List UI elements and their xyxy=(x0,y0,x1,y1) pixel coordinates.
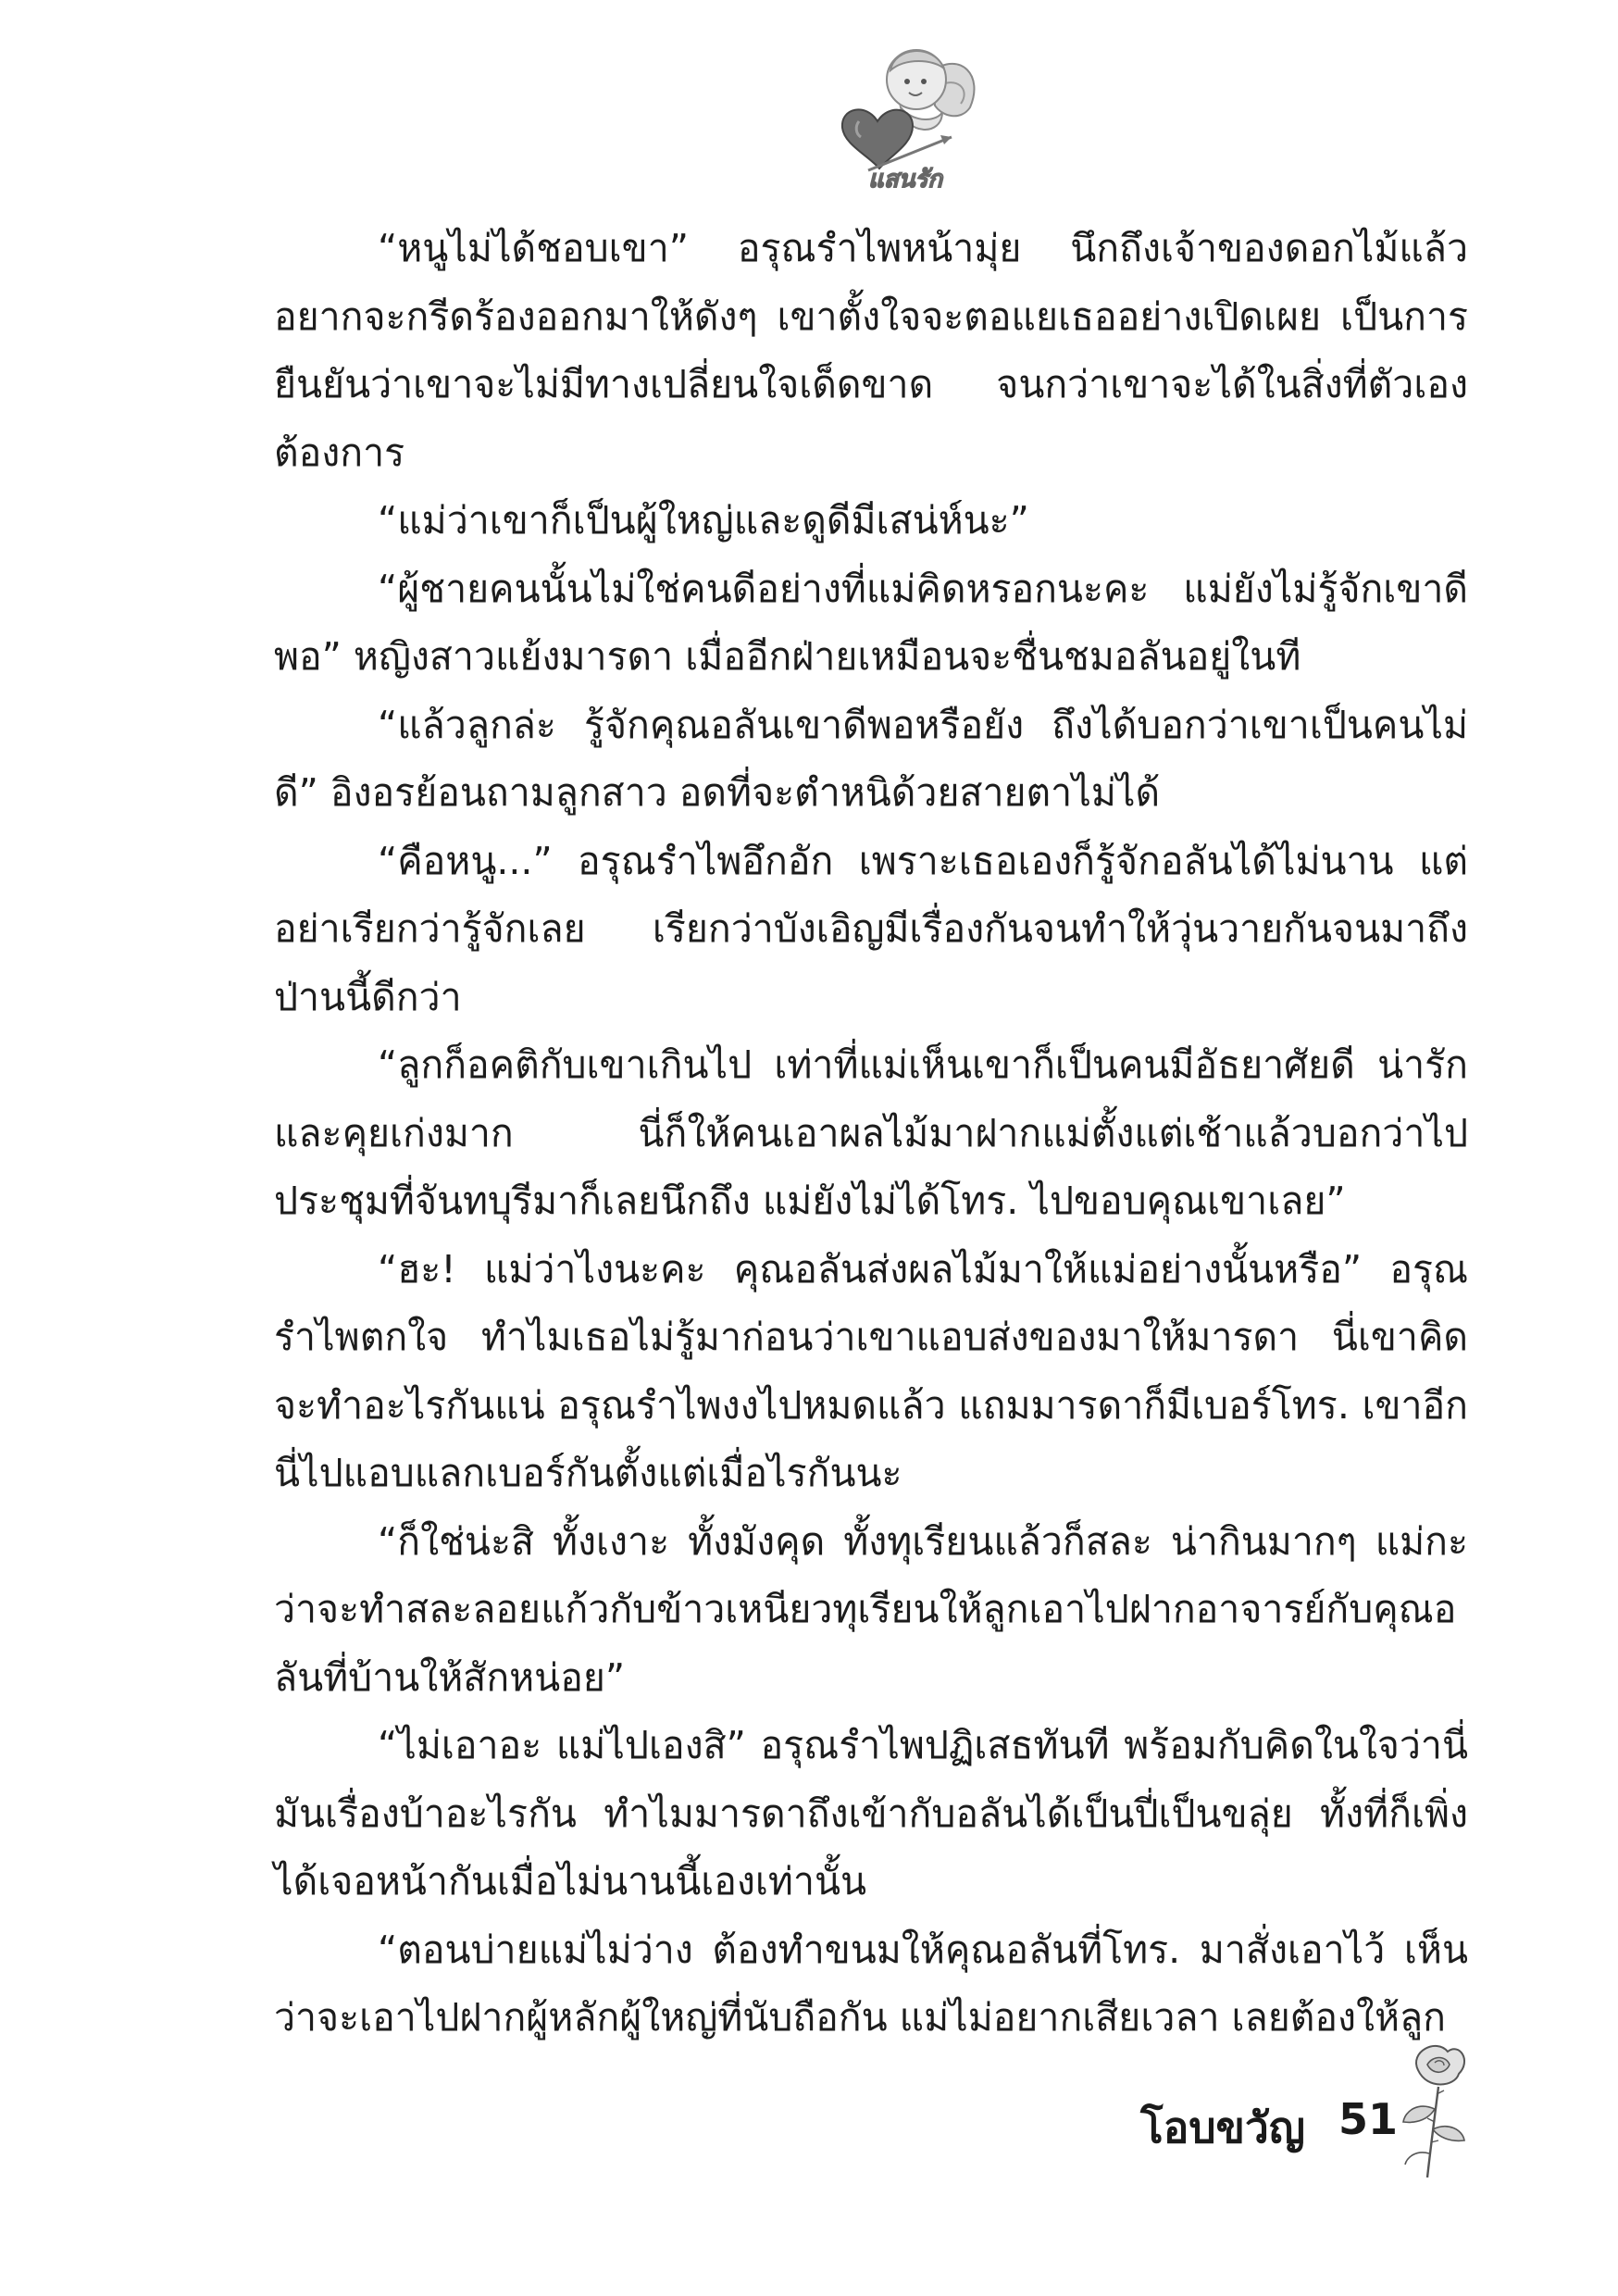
paragraph: “คือหนู...” อรุณรำไพอึกอัก เพราะเธอเองก็รู้จักอลันได้ไม่นาน แต่อย่าเรียกว่ารู้จักเลย เรียกว่าบังเอิญมีเรื่องกันจนทำให้วุ่นวายกันจนมาถึงป่านนี้ดีกว่า xyxy=(274,838,1468,1019)
book-title: โอบขวัญ xyxy=(1140,2103,1306,2152)
page-number: 51 xyxy=(1338,2094,1399,2144)
paragraph: “แม่ว่าเขาก็เป็นผู้ใหญ่และดูดีมีเสน่ห์นะ” xyxy=(378,498,1029,543)
rose-icon xyxy=(1390,2033,1474,2181)
paragraph: “ผู้ชายคนนั้นไม่ใช่คนดีอย่างที่แม่คิดหรอกนะคะ แม่ยังไม่รู้จักเขาดีพอ” หญิงสาวแย้งมารดา เมื่ออีกฝ่ายเหมือนจะชื่นชมอลันอยู่ในที xyxy=(274,566,1468,679)
paragraph: “ก็ใช่น่ะสิ ทั้งเงาะ ทั้งมังคุด ทั้งทุเรียนแล้วก็สละ น่ากินมากๆ แม่กะว่าจะทำสละลอยแก้วกับข้าวเหนียวทุเรียนให้ลูกเอาไปฝากอาจารย์กับคุณอลันที่บ้านให้สักหน่อย” xyxy=(274,1518,1468,1700)
paragraph: “แล้วลูกล่ะ รู้จักคุณอลันเขาดีพอหรือยัง ถึงได้บอกว่าเขาเป็นคนไม่ดี” อิงอรย้อนถามลูกสาว อดที่จะตำหนิด้วยสายตาไม่ได้ xyxy=(274,702,1468,815)
paragraph: “ลูกก็อคติกับเขาเกินไป เท่าที่แม่เห็นเขาก็เป็นคนมีอัธยาศัยดี น่ารักและคุยเก่งมาก นี่ก็ให้คนเอาผลไม้มาฝากแม่ตั้งแต่เช้าแล้วบอกว่าไปประชุมที่จันทบุรีมาก็เลยนึกถึง แม่ยังไม่ได้โทร. ไปขอบคุณเขาเลย” xyxy=(274,1042,1468,1223)
paragraph: “ตอนบ่ายแม่ไม่ว่าง ต้องทำขนมให้คุณอลันที่โทร. มาสั่งเอาไว้ เห็นว่าจะเอาไปฝากผู้หลักผู้ใหญ่ที่นับถือกัน แม่ไม่อยากเสียเวลา เลยต้องให้ลูก xyxy=(274,1927,1468,2040)
paragraph: “ไม่เอาอะ แม่ไปเองสิ” อรุณรำไพปฏิเสธทันที พร้อมกับคิดในใจว่านี่มันเรื่องบ้าอะไรกัน ทำไมมารดาถึงเข้ากับอลันได้เป็นปี่เป็นขลุ่ย ทั้งที่ก็เพิ่งได้เจอหน้ากันเมื่อไม่นานนี้เองเท่านั้น xyxy=(274,1723,1468,1903)
paragraph: “หนูไม่ได้ชอบเขา” อรุณรำไพหน้ามุ่ย นึกถึงเจ้าของดอกไม้แล้วอยากจะกรีดร้องออกมาให้ดังๆ เขาตั้งใจจะตอแยเธออย่างเปิดเผย เป็นการยืนยันว่าเขาจะไม่มีทางเปลี่ยนใจเด็ดขาด จนกว่าเขาจะได้ในสิ่งที่ตัวเองต้องการ xyxy=(274,226,1468,475)
cupid-heart-icon xyxy=(842,50,975,170)
body-text xyxy=(274,215,1468,2053)
paragraph: “ฮะ! แม่ว่าไงนะคะ คุณอลันส่งผลไม้มาให้แม่อย่างนั้นหรือ” อรุณรำไพตกใจ ทำไมเธอไม่รู้มาก่อนว่าเขาแอบส่งของมาให้มารดา นี่เขาคิดจะทำอะไรกันแน่ อรุณรำไพงงไปหมดแล้ว แถมมารดาก็มีเบอร์โทร. เขาอีก นี่ไปแอบแลกเบอร์กันตั้งแต่เมื่อไรกันนะ xyxy=(274,1246,1468,1495)
header-logo xyxy=(813,33,998,198)
logo-text: แสนรัก xyxy=(867,166,943,193)
